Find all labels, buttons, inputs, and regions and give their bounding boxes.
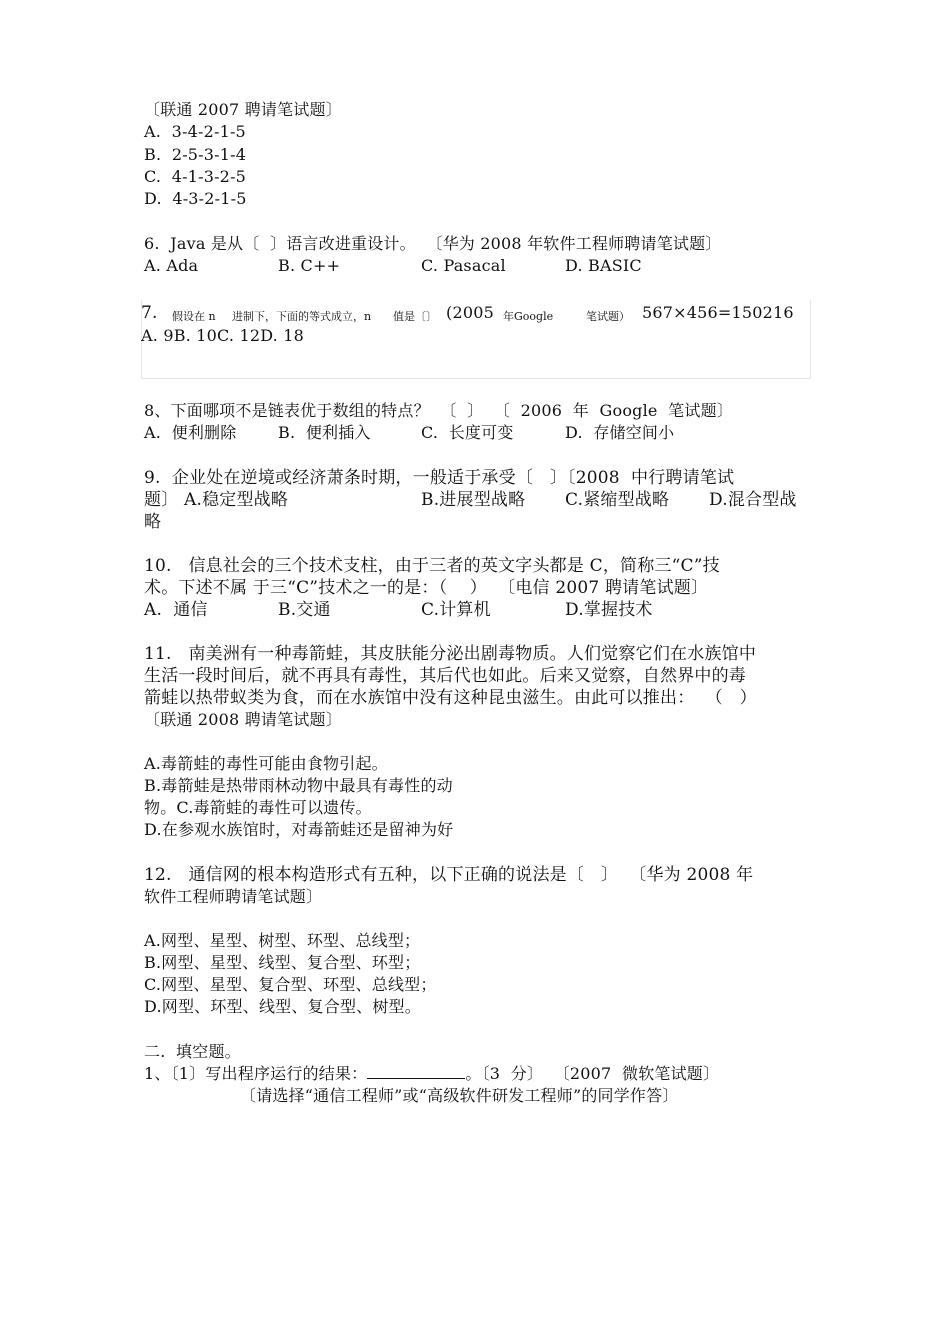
q11-line-3: 箭蛙以热带蚁类为食，而在水族馆中没有这种昆虫滋生。由此可以推出： （ ） [144, 688, 757, 708]
q8-option-c: C. 长度可变 [421, 423, 514, 442]
q12-option-a: A.网型、星型、树型、环型、总线型； [144, 931, 421, 950]
q6-option-c: C. Pasacal [421, 256, 506, 275]
q10-option-d: D.掌握技术 [565, 600, 653, 620]
q10-option-c: C.计算机 [421, 600, 491, 620]
q12-line-2: 软件工程师聘请笔试题〕 [144, 887, 323, 906]
q11-option-b: B.毒箭蛙是热带雨林动物中最具有毒性的动 [144, 776, 453, 795]
q9-line-2b: B.进展型战略 [421, 490, 526, 510]
q8-stem: 8、下面哪项不是链表优于数组的特点？ 〔 〕 〔 2006 年 Google 笔试题〕 [144, 401, 733, 420]
q5-source: 〔联通 2007 聘请笔试题〕 [144, 100, 342, 119]
q9-line-3: 略 [144, 512, 162, 532]
q9-line-1: 9. 企业处在逆境或经济萧条时期，一般适于承受〔 〕〔2008 中行聘请笔试 [144, 468, 735, 488]
q8-option-d: D. 存储空间小 [565, 423, 675, 442]
q6-option-d: D. BASIC [565, 256, 642, 275]
q7-equation: 567×456=150216 [642, 303, 794, 322]
q10-option-a: A. 通信 [144, 600, 208, 620]
fill-q1-text: 1、〔1〕写出程序运行的结果： [144, 1064, 368, 1083]
section-2-title: 二. 填空题。 [144, 1042, 241, 1061]
q7-exam: 笔试题） [586, 310, 630, 323]
q6-option-a: A. Ada [144, 256, 199, 275]
q7-text-3: 值是〔〕 [393, 310, 437, 323]
q10-line-2: 术。下述不属 于三“C”技术之一的是：（ ） 〔电信 2007 聘请笔试题〕 [144, 578, 709, 598]
q12-option-b: B.网型、星型、线型、复合型、环型； [144, 953, 421, 972]
q8-option-b: B. 便利插入 [278, 423, 371, 442]
q9-line-2c: C.紧缩型战略 [565, 490, 670, 510]
q12-option-d: D.网型、环型、线型、复合型、树型。 [144, 997, 421, 1016]
q6-stem: 6. Java 是从〔 〕语言改进重设计。 〔华为 2008 年软件工程师聘请笔试题〕 [144, 234, 722, 253]
q9-line-2a: 题〕 A.稳定型战略 [144, 490, 289, 510]
q9-line-2d: D.混合型战 [709, 490, 797, 510]
q7-year: (2005 [446, 303, 494, 322]
q6-option-b: B. C++ [278, 256, 341, 275]
fill-q1-score: 。〔3 分〕 〔2007 微软笔试题〕 [465, 1064, 720, 1083]
q7-text-1: 假设在 n [172, 310, 216, 323]
q7-text-2: 进制下，下面的等式成立，n [232, 310, 372, 323]
q10-option-b: B.交通 [278, 600, 331, 620]
q5-option-d: D. 4-3-2-1-5 [144, 189, 247, 208]
q11-line-1: 11. 南美洲有一种毒箭蛙，其皮肤能分泌出剧毒物质。人们觉察它们在水族馆中 [144, 644, 757, 664]
q7-google: 年Google [503, 310, 554, 323]
fill-q1 [144, 1063, 719, 1085]
q5-option-a: A. 3-4-2-1-5 [144, 122, 246, 141]
q5-option-c: C. 4-1-3-2-5 [144, 167, 247, 186]
q11-line-2: 生活一段时间后，就不再具有毒性，其后代也如此。后来又觉察，自然界中的毒 [144, 666, 746, 686]
q8-option-a: A. 便利删除 [144, 423, 237, 442]
q10-line-1: 10. 信息社会的三个技术支柱，由于三者的英文字头都是 C，简称三“C”技 [144, 556, 720, 576]
q7-options: A. 9B. 10C. 12D. 18 [141, 326, 304, 345]
q12-line-1: 12. 通信网的根本构造形式有五种，以下正确的说法是〔 〕 〔华为 2008 年 [144, 865, 754, 885]
q11-source: 〔联通 2008 聘请笔试题〕 [144, 710, 342, 729]
q11-option-a: A.毒箭蛙的毒性可能由食物引起。 [144, 754, 388, 773]
fill-q1-note: 〔请选择“通信工程师”或“高级软件研发工程师”的同学作答〕 [240, 1086, 679, 1105]
answer-blank [367, 1064, 465, 1079]
q11-option-d: D.在参观水族馆时，对毒箭蛙还是留神为好 [144, 820, 454, 839]
q7-number: 7. [141, 303, 158, 323]
q5-option-b: B. 2-5-3-1-4 [144, 145, 247, 164]
q12-option-c: C.网型、星型、复合型、环型、总线型； [144, 975, 437, 994]
q11-option-b-c: 物。C.毒箭蛙的毒性可以遗传。 [144, 798, 372, 817]
